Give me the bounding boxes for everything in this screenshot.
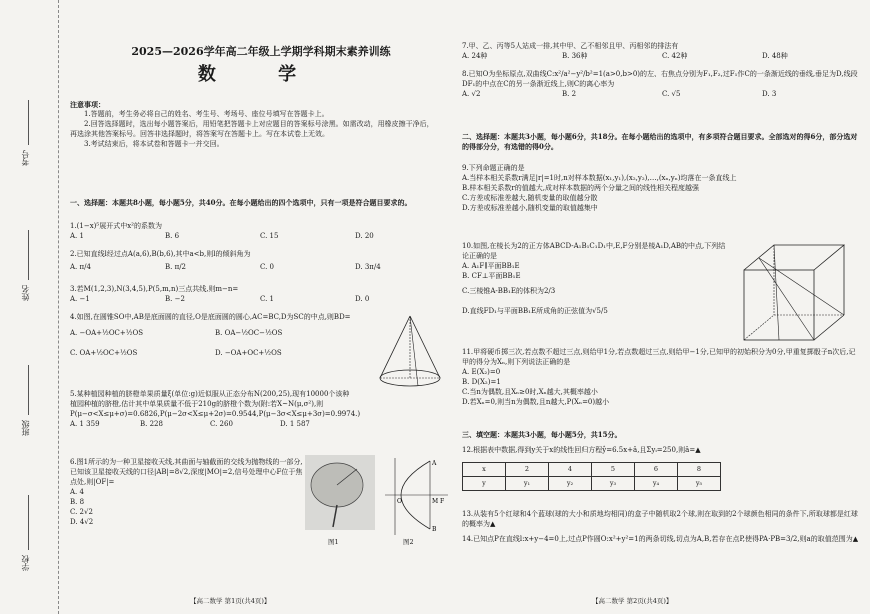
q1-opt-b: B. 6 [165, 231, 180, 240]
q12-blank: ▲ [695, 446, 701, 454]
fig2-caption: 图2 [403, 538, 414, 546]
q7-opt-a: A. 24种 [462, 51, 488, 60]
notes [70, 100, 440, 150]
section-1-heading: 一、选择题：本题共8小题，每小题5分，共40分。在每小题给出的四个选项中，只有一项是符合题目要求的。 [70, 198, 412, 207]
q5-opt-b: B. 228 [140, 419, 163, 428]
q4-stem: 4.如图,在圆锥SO中,AB是底面圆的直径,O是底面圆的圆心,AC=BC,D为SC的中点,则BD= [70, 313, 351, 321]
q14-stem: 14.已知点P在直线l:x+y−4=0上,过点P作圆O:x²+y²=1的两条切线,切点为A,B,若存在点P,使得PA·PB=3/2,则a的取值范围为 [462, 535, 853, 543]
note-1: 1.答题前，考生务必将自己的姓名、考生号、考场号、座位号填写在答题卡上。 [84, 109, 329, 118]
svg-text:A: A [432, 460, 437, 467]
question-12 [462, 446, 862, 491]
svg-text:F: F [440, 498, 445, 505]
q4-opt-c: C. OA+½OC+½OS [70, 348, 138, 357]
q8-opt-d: D. 3 [762, 89, 777, 98]
q11-opt-a: A. E(X₂)=0 [462, 367, 501, 376]
q6-opt-c: C. 2√2 [70, 507, 93, 516]
q3-opt-c: C. 1 [260, 294, 275, 303]
q7-opt-b: B. 36种 [562, 51, 588, 60]
question-2 [70, 250, 450, 273]
q3-opt-d: D. 0 [355, 294, 370, 303]
q1-stem: 1.(1−x)⁵展开式中x²的系数为 [70, 222, 162, 230]
binding-label-name: 姓名 [21, 285, 30, 301]
section-2-heading: 二、选择题：本题共3小题，每小题6分，共18分。在每小题给出的选项中，有多项符合题目要求。全部选对的得6分，部分选对的得部分分，有选错的得0分。 [462, 132, 858, 151]
question-5 [70, 390, 361, 430]
q10-opt-a: A. A₁F∥平面BB₁E [462, 261, 520, 270]
q1-opt-c: C. 15 [260, 231, 279, 240]
q9-opt-c: C.方差或标准差越大,随机变量的取值越分散 [462, 193, 598, 202]
q11-opt-d: D.若Xₙ=0,则当n为偶数,且n越大,P(Xₙ=0)越小 [462, 397, 610, 406]
q12-table: x 2 4 5 6 8 y y₁ y₂ y₃ y₄ y₅ [462, 462, 721, 491]
q9-stem: 9.下列命题正确的是 [462, 164, 525, 172]
section-3-heading: 三、填空题：本题共3小题，每小题5分，共15分。 [462, 430, 622, 439]
question-3 [70, 285, 450, 305]
q3-stem: 3.若M(1,2,3),N(3,4,5),P(5,m,n)三点共线,则m−n= [70, 285, 239, 293]
q8-opt-b: B. 2 [562, 89, 577, 98]
q4-opt-a: A. −OA+½OC+½OS [70, 328, 144, 337]
svg-text:M: M [432, 498, 439, 505]
q11-opt-c: C.当n为偶数,且Xₙ≥0时,Xₙ越大,其概率越小 [462, 387, 598, 396]
q8-stem: 8.已知O为坐标原点,双曲线C:x²/a²−y²/b²=1(a>0,b>0)的左、右焦点分别为F₁,F₂,过F₁作C的一条渐近线的垂线,垂足为D,线段DF₁的中点在C的另一条渐近线上,则C的离心率为 [462, 70, 858, 88]
q10-opt-c: C.三棱锥A-BB₁E的体积为2/3 [462, 286, 556, 295]
question-1 [70, 222, 450, 242]
question-4 [70, 313, 360, 359]
q9-opt-a: A.当样本相关系数r满足|r|=1时,n对样本数据(x₁,y₁),(x₂,y₂),…,(xₙ,yₙ)均落在一条直线上 [462, 173, 737, 182]
svg-text:B: B [432, 526, 437, 533]
q6-stem: 6.图1所示的为一种卫星接收天线,其曲面与轴截面的交线为抛物线的一部分,已知该卫星接收天线的口径|AB|=8√2,深度|MO|=2,信号处理中心F位于焦点处,则|OF|= [70, 458, 303, 486]
q3-opt-a: A. −1 [70, 294, 90, 303]
q2-opt-a: A. π/4 [70, 262, 91, 271]
q13-stem: 13.从装有5个红球和4个蓝球(球的大小和质地均相同)的盒子中随机取2个球,则在取到的2个球颜色相同的条件下,所取球都是红球的概率为 [462, 510, 858, 528]
q10-stem: 10.如图,在棱长为2的正方体ABCD-A₁B₁C₁D₁中,E,F分别是棱A₁D,AB的中点,下列结论正确的是 [462, 242, 726, 260]
q1-opt-a: A. 1 [70, 231, 84, 240]
q10-opt-d: D.直线FD₁与平面BB₁E所成角的正弦值为√5/5 [462, 306, 608, 315]
q8-opt-c: C. √5 [662, 89, 681, 98]
binding-label-school: 学校 [21, 555, 30, 571]
q13-blank: ▲ [490, 519, 496, 528]
q11-opt-b: B. D(X₂)=1 [462, 377, 501, 386]
q12-stem: 12.根据表中数据,得到y关于x的线性回归方程ŷ=6.5x+â,且Σyᵢ=250,则â= [462, 446, 696, 454]
question-9 [462, 164, 862, 214]
question-14 [462, 535, 862, 545]
question-11 [462, 348, 862, 408]
binding-margin [0, 0, 59, 614]
binding-label-exam-no: 考号 [21, 150, 30, 166]
q3-opt-b: B. −2 [165, 294, 185, 303]
question-10 [462, 242, 732, 317]
q1-opt-d: D. 20 [355, 231, 374, 240]
question-8 [462, 70, 862, 100]
q10-opt-b: B. CF⊥平面BB₁E [462, 271, 521, 280]
q7-stem: 7.甲、乙、丙等5人站成一排,其中甲、乙不相邻且甲、丙相邻的排法有 [462, 42, 679, 50]
q5-opt-d: D. 1 587 [280, 419, 310, 428]
q11-stem: 11.甲将硬币掷三次,若点数不超过三点,则给甲1分,若点数超过三点,则给甲−1分,已知甲的初始积分为0分,甲重复掷骰子n次后,记甲的得分为Xₙ,则下列说法正确的是 [462, 348, 856, 366]
q14-blank: ▲ [852, 535, 859, 543]
cube-figure [734, 240, 854, 345]
footer-page-2: 【高二数学 第2页(共4页)】 [592, 596, 673, 605]
q5-opt-a: A. 1 359 [70, 419, 100, 428]
q8-opt-a: A. √2 [462, 89, 481, 98]
subject-title: 数 学 [197, 64, 325, 85]
note-3: 3.考试结束后，将本试卷和答题卡一并交回。 [84, 139, 224, 148]
q7-opt-d: D. 48种 [762, 51, 788, 60]
q2-stem: 2.已知直线l经过点A(a,6),B(b,6),其中a<b,则l的倾斜角为 [70, 250, 251, 258]
exam-title: 2025—2026学年高二年级上学期学科期末素养训练 [131, 45, 391, 58]
satellite-dish-figure [305, 455, 375, 540]
q9-opt-d: D.方差或标准差越小,随机变量的取值越集中 [462, 203, 598, 212]
q6-opt-d: D. 4√2 [70, 517, 94, 526]
q9-opt-b: B.样本相关系数r的值越大,成对样本数据的两个分量之间的线性相关程度越强 [462, 183, 699, 192]
q2-opt-b: B. π/2 [165, 262, 187, 271]
footer-page-1: 【高二数学 第1页(共4页)】 [190, 596, 271, 605]
notes-heading: 注意事项： [70, 100, 105, 109]
q2-opt-c: C. 0 [260, 262, 275, 271]
svg-text:O: O [397, 498, 402, 505]
question-7 [462, 42, 862, 62]
page-1 [70, 0, 452, 614]
q4-opt-b: B. OA−½OC−½OS [215, 328, 283, 337]
cone-figure [370, 312, 450, 392]
note-2: 2.回答选择题时，选出每小题答案后，用铅笔把答题卡上对应题目的答案标号涂黑。如需改动，用橡皮擦干净后，再选涂其他答案标号。回答非选择题时，将答案写在答题卡上。写在本试卷上无效。 [70, 119, 434, 138]
q2-opt-d: D. 3π/4 [355, 262, 381, 271]
fig1-caption: 图1 [328, 538, 339, 546]
q6-opt-a: A. 4 [70, 487, 84, 496]
question-6 [70, 458, 305, 528]
parabola-figure [380, 455, 450, 540]
binding-label-class: 班级 [21, 420, 30, 436]
q6-opt-b: B. 8 [70, 497, 85, 506]
page-2 [462, 0, 862, 614]
question-13 [462, 510, 862, 530]
q5-opt-c: C. 260 [210, 419, 233, 428]
q4-opt-d: D. −OA+OC+½OS [215, 348, 282, 357]
q7-opt-c: C. 42种 [662, 51, 688, 60]
q5-stem: 5.某种植园种植的脐橙单果质量ξ(单位:g)近似服从正态分布N(200,25),现有10000个该种植园种植的脐橙,估计其中单果质量不低于210g的脐橙个数为(附:若X~N(μ,σ²),则P(μ−σ<X≤μ+σ)=0.6826,P(μ−2σ<X≤μ+2σ)=0.9544,P(μ−3σ<X≤μ+3σ)=0.9974.) [70, 390, 361, 418]
